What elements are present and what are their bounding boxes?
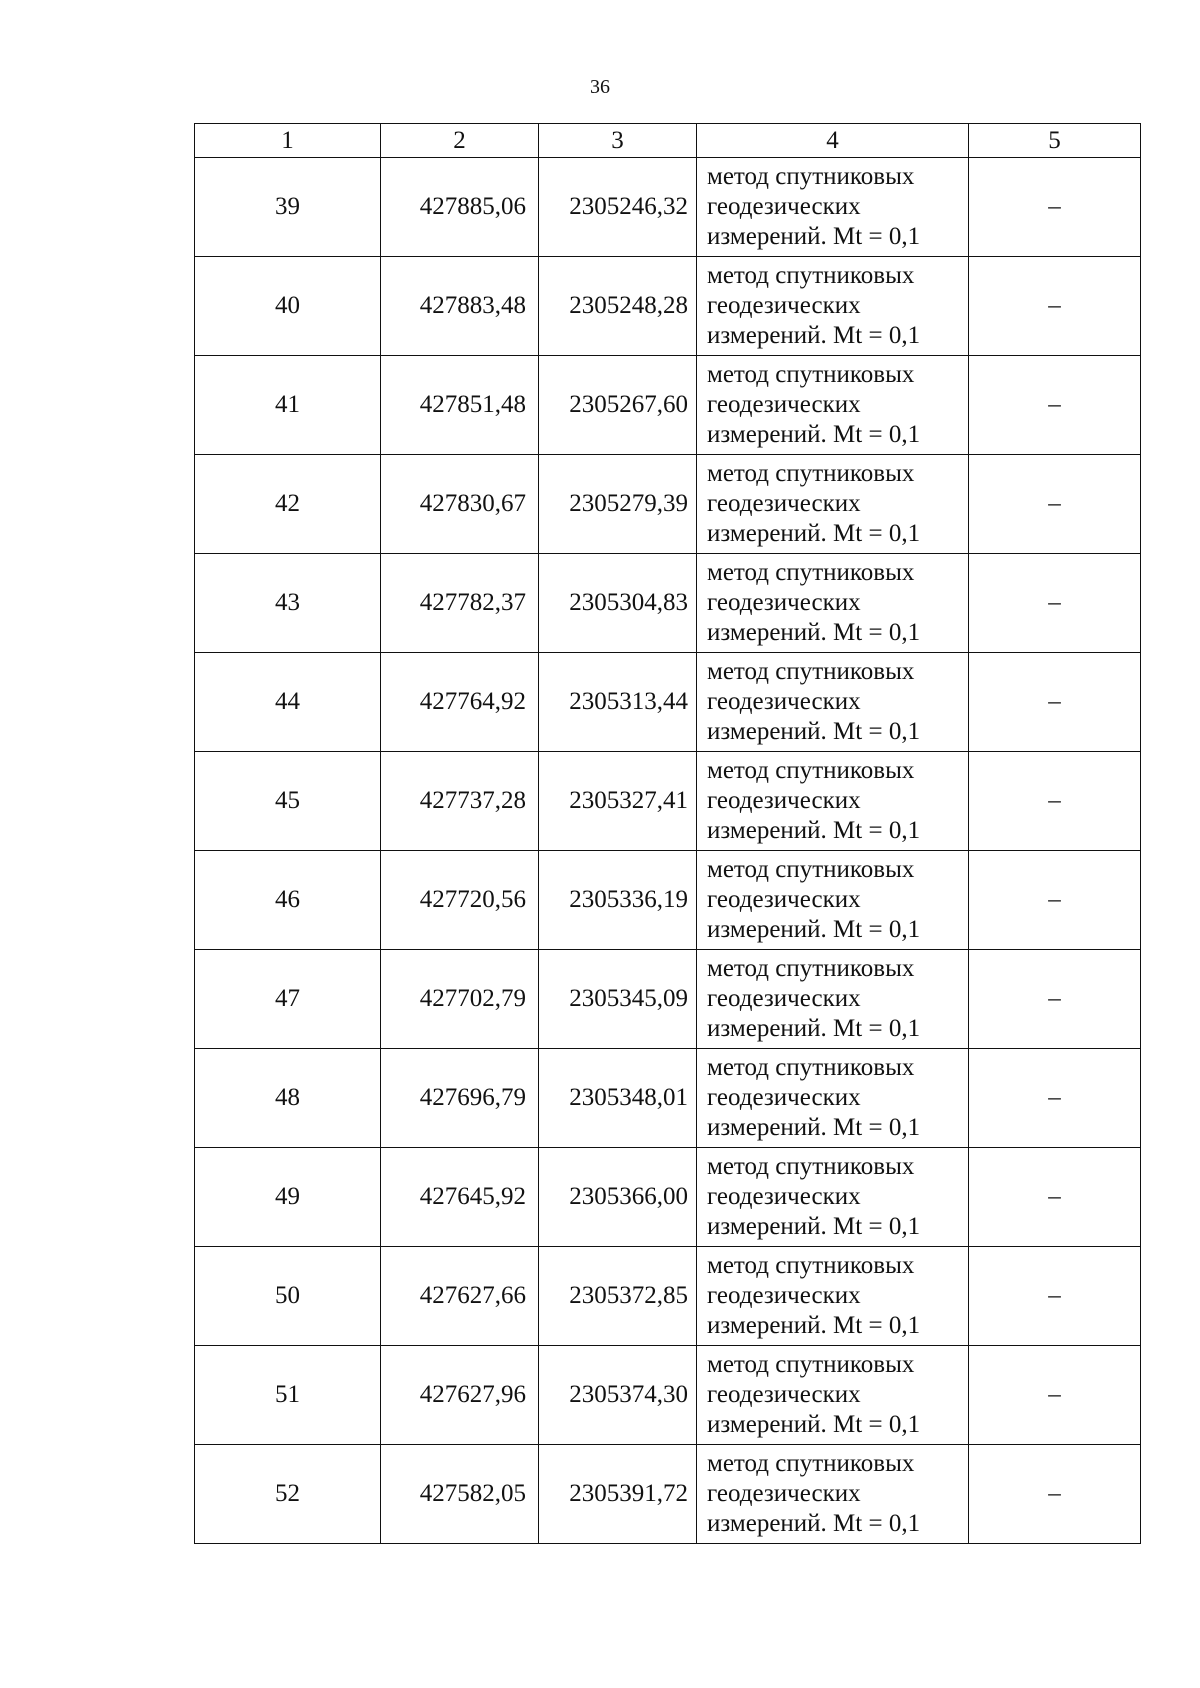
note-cell: – — [969, 455, 1141, 554]
x-coordinate-cell: 427696,79 — [381, 1049, 539, 1148]
y-coordinate-cell: 2305366,00 — [539, 1148, 697, 1247]
y-coordinate-cell: 2305391,72 — [539, 1445, 697, 1544]
x-coordinate-cell: 427764,92 — [381, 653, 539, 752]
table-body — [195, 158, 1141, 1544]
point-number-cell: 45 — [195, 752, 381, 851]
table-row — [195, 1346, 1141, 1445]
note-cell: – — [969, 356, 1141, 455]
table-row — [195, 455, 1141, 554]
method-cell: метод спутниковых геодезических измерений. Mt = 0,1 — [697, 752, 969, 851]
point-number-cell: 40 — [195, 257, 381, 356]
point-number-cell: 50 — [195, 1247, 381, 1346]
point-number-cell: 52 — [195, 1445, 381, 1544]
note-cell: – — [969, 1247, 1141, 1346]
y-coordinate-cell: 2305327,41 — [539, 752, 697, 851]
x-coordinate-cell: 427645,92 — [381, 1148, 539, 1247]
column-header-4: 4 — [697, 124, 969, 158]
y-coordinate-cell: 2305313,44 — [539, 653, 697, 752]
page-number: 36 — [590, 76, 610, 98]
note-cell: – — [969, 950, 1141, 1049]
table-row — [195, 851, 1141, 950]
point-number-cell: 47 — [195, 950, 381, 1049]
table-row — [195, 1049, 1141, 1148]
column-header-1: 1 — [195, 124, 381, 158]
table-row — [195, 356, 1141, 455]
x-coordinate-cell: 427885,06 — [381, 158, 539, 257]
x-coordinate-cell: 427737,28 — [381, 752, 539, 851]
coordinates-table — [194, 123, 1141, 1544]
note-cell: – — [969, 1445, 1141, 1544]
method-cell: метод спутниковых геодезических измерений. Mt = 0,1 — [697, 158, 969, 257]
x-coordinate-cell: 427782,37 — [381, 554, 539, 653]
note-cell: – — [969, 1049, 1141, 1148]
table-row — [195, 1148, 1141, 1247]
note-cell: – — [969, 158, 1141, 257]
x-coordinate-cell: 427851,48 — [381, 356, 539, 455]
x-coordinate-cell: 427830,67 — [381, 455, 539, 554]
x-coordinate-cell: 427883,48 — [381, 257, 539, 356]
method-cell: метод спутниковых геодезических измерений. Mt = 0,1 — [697, 257, 969, 356]
y-coordinate-cell: 2305336,19 — [539, 851, 697, 950]
point-number-cell: 49 — [195, 1148, 381, 1247]
column-header-3: 3 — [539, 124, 697, 158]
x-coordinate-cell: 427582,05 — [381, 1445, 539, 1544]
point-number-cell: 46 — [195, 851, 381, 950]
point-number-cell: 41 — [195, 356, 381, 455]
table-row — [195, 1247, 1141, 1346]
y-coordinate-cell: 2305372,85 — [539, 1247, 697, 1346]
table-row — [195, 257, 1141, 356]
method-cell: метод спутниковых геодезических измерений. Mt = 0,1 — [697, 1247, 969, 1346]
point-number-cell: 42 — [195, 455, 381, 554]
column-header-5: 5 — [969, 124, 1141, 158]
note-cell: – — [969, 554, 1141, 653]
method-cell: метод спутниковых геодезических измерений. Mt = 0,1 — [697, 554, 969, 653]
x-coordinate-cell: 427627,66 — [381, 1247, 539, 1346]
y-coordinate-cell: 2305348,01 — [539, 1049, 697, 1148]
y-coordinate-cell: 2305267,60 — [539, 356, 697, 455]
table-row — [195, 752, 1141, 851]
y-coordinate-cell: 2305248,28 — [539, 257, 697, 356]
method-cell: метод спутниковых геодезических измерений. Mt = 0,1 — [697, 1049, 969, 1148]
point-number-cell: 51 — [195, 1346, 381, 1445]
point-number-cell: 48 — [195, 1049, 381, 1148]
table-row — [195, 554, 1141, 653]
note-cell: – — [969, 257, 1141, 356]
method-cell: метод спутниковых геодезических измерений. Mt = 0,1 — [697, 1346, 969, 1445]
method-cell: метод спутниковых геодезических измерений. Mt = 0,1 — [697, 653, 969, 752]
table-row — [195, 950, 1141, 1049]
x-coordinate-cell: 427720,56 — [381, 851, 539, 950]
y-coordinate-cell: 2305345,09 — [539, 950, 697, 1049]
note-cell: – — [969, 653, 1141, 752]
note-cell: – — [969, 851, 1141, 950]
y-coordinate-cell: 2305246,32 — [539, 158, 697, 257]
method-cell: метод спутниковых геодезических измерений. Mt = 0,1 — [697, 455, 969, 554]
note-cell: – — [969, 1148, 1141, 1247]
table-row — [195, 158, 1141, 257]
method-cell: метод спутниковых геодезических измерений. Mt = 0,1 — [697, 1445, 969, 1544]
x-coordinate-cell: 427627,96 — [381, 1346, 539, 1445]
point-number-cell: 44 — [195, 653, 381, 752]
method-cell: метод спутниковых геодезических измерений. Mt = 0,1 — [697, 950, 969, 1049]
y-coordinate-cell: 2305279,39 — [539, 455, 697, 554]
point-number-cell: 43 — [195, 554, 381, 653]
column-header-2: 2 — [381, 124, 539, 158]
header-row — [195, 124, 1141, 158]
method-cell: метод спутниковых геодезических измерений. Mt = 0,1 — [697, 1148, 969, 1247]
note-cell: – — [969, 1346, 1141, 1445]
method-cell: метод спутниковых геодезических измерений. Mt = 0,1 — [697, 356, 969, 455]
table-row — [195, 1445, 1141, 1544]
y-coordinate-cell: 2305374,30 — [539, 1346, 697, 1445]
method-cell: метод спутниковых геодезических измерений. Mt = 0,1 — [697, 851, 969, 950]
y-coordinate-cell: 2305304,83 — [539, 554, 697, 653]
table-row — [195, 653, 1141, 752]
point-number-cell: 39 — [195, 158, 381, 257]
note-cell: – — [969, 752, 1141, 851]
x-coordinate-cell: 427702,79 — [381, 950, 539, 1049]
